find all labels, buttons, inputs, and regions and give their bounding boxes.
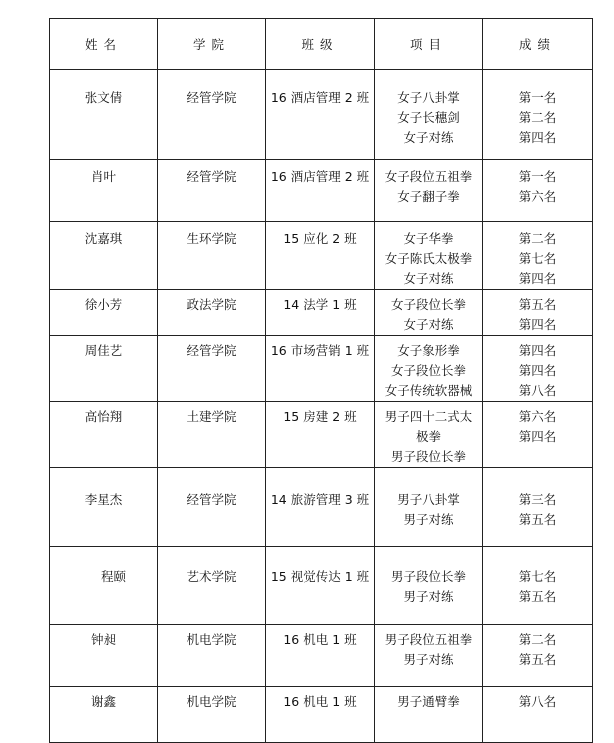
result-cell bbox=[483, 222, 593, 290]
class-cell bbox=[266, 468, 375, 547]
event-text: 女子对练 bbox=[403, 317, 454, 332]
table-row bbox=[50, 290, 593, 336]
college-text: 土建学院 bbox=[186, 409, 237, 424]
name-text: 肖叶 bbox=[90, 169, 116, 184]
college-cell bbox=[158, 402, 266, 468]
result-text: 第三名 bbox=[518, 492, 557, 507]
event-cell bbox=[375, 468, 483, 547]
event-text: 男子对练 bbox=[403, 512, 454, 527]
name-cell bbox=[50, 336, 158, 402]
table-row bbox=[50, 222, 593, 290]
result-text: 第四名 bbox=[518, 130, 557, 145]
result-cell bbox=[483, 687, 593, 743]
event-text: 女子段位长拳 bbox=[390, 297, 466, 312]
result-cell bbox=[483, 160, 593, 222]
college-text: 艺术学院 bbox=[186, 569, 237, 584]
event-text: 男子段位长拳 bbox=[390, 569, 466, 584]
event-cell bbox=[375, 222, 483, 290]
college-cell bbox=[158, 70, 266, 160]
name-cell bbox=[50, 402, 158, 468]
event-cell bbox=[375, 336, 483, 402]
event-cell bbox=[375, 290, 483, 336]
college-text: 经管学院 bbox=[186, 343, 237, 358]
name-text: 程颐 bbox=[100, 569, 126, 584]
name-text: 沈嘉琪 bbox=[84, 231, 123, 246]
event-text: 男子通臂拳 bbox=[397, 694, 460, 709]
college-text: 经管学院 bbox=[186, 492, 237, 507]
name-cell bbox=[50, 687, 158, 743]
table-row bbox=[50, 160, 593, 222]
name-text: 谢鑫 bbox=[90, 694, 116, 709]
college-cell bbox=[158, 222, 266, 290]
class-text: 16 酒店管理 2 班 bbox=[270, 90, 370, 105]
name-text: 高怡翔 bbox=[84, 409, 123, 424]
college-cell bbox=[158, 336, 266, 402]
event-text: 女子象形拳 bbox=[397, 343, 460, 358]
class-cell bbox=[266, 625, 375, 687]
class-cell bbox=[266, 547, 375, 625]
header-event: 项目 bbox=[375, 19, 483, 70]
result-text: 第五名 bbox=[518, 589, 557, 604]
college-cell bbox=[158, 468, 266, 547]
result-text: 第七名 bbox=[518, 569, 557, 584]
college-cell bbox=[158, 687, 266, 743]
college-text: 经管学院 bbox=[186, 90, 237, 105]
class-text: 16 机电 1 班 bbox=[283, 632, 357, 647]
event-text: 男子对练 bbox=[403, 589, 454, 604]
college-text: 生环学院 bbox=[186, 231, 237, 246]
header-row bbox=[50, 19, 593, 70]
event-cell bbox=[375, 625, 483, 687]
table-row bbox=[50, 625, 593, 687]
college-cell bbox=[158, 160, 266, 222]
name-cell bbox=[50, 625, 158, 687]
result-cell bbox=[483, 70, 593, 160]
result-text: 第六名 bbox=[518, 409, 557, 424]
result-text: 第七名 bbox=[518, 251, 557, 266]
table-row bbox=[50, 468, 593, 547]
result-cell bbox=[483, 402, 593, 468]
result-cell bbox=[483, 336, 593, 402]
name-cell bbox=[50, 160, 158, 222]
class-cell bbox=[266, 402, 375, 468]
event-text: 女子翻子拳 bbox=[397, 189, 460, 204]
result-text: 第二名 bbox=[518, 110, 557, 125]
event-cell bbox=[375, 547, 483, 625]
name-text: 张文倩 bbox=[84, 90, 123, 105]
result-text: 第五名 bbox=[518, 512, 557, 527]
event-text: 男子四十二式太 bbox=[384, 409, 473, 424]
header-name: 姓名 bbox=[50, 19, 158, 70]
class-text: 16 酒店管理 2 班 bbox=[270, 169, 370, 184]
event-text: 男子段位五祖拳 bbox=[384, 632, 473, 647]
header-college: 学院 bbox=[158, 19, 266, 70]
class-text: 16 市场营销 1 班 bbox=[270, 343, 370, 358]
name-text: 李星杰 bbox=[84, 492, 123, 507]
class-cell bbox=[266, 70, 375, 160]
result-text: 第五名 bbox=[518, 652, 557, 667]
class-cell bbox=[266, 222, 375, 290]
result-cell bbox=[483, 290, 593, 336]
event-text: 女子传统软器械 bbox=[384, 383, 473, 398]
event-cell bbox=[375, 160, 483, 222]
name-cell bbox=[50, 70, 158, 160]
class-cell bbox=[266, 687, 375, 743]
name-cell bbox=[50, 222, 158, 290]
college-cell bbox=[158, 547, 266, 625]
name-text: 钟昶 bbox=[90, 632, 116, 647]
event-text: 女子陈氏太极拳 bbox=[384, 251, 473, 266]
table-row bbox=[50, 70, 593, 160]
result-text: 第二名 bbox=[518, 231, 557, 246]
college-cell bbox=[158, 290, 266, 336]
event-cell bbox=[375, 70, 483, 160]
event-text: 女子对练 bbox=[403, 130, 454, 145]
event-text: 男子八卦掌 bbox=[397, 492, 460, 507]
college-text: 机电学院 bbox=[186, 694, 237, 709]
result-text: 第五名 bbox=[518, 297, 557, 312]
college-text: 政法学院 bbox=[186, 297, 237, 312]
college-cell bbox=[158, 625, 266, 687]
event-cell bbox=[375, 687, 483, 743]
name-text: 徐小芳 bbox=[84, 297, 123, 312]
result-cell bbox=[483, 547, 593, 625]
name-text: 周佳艺 bbox=[84, 343, 123, 358]
result-text: 第二名 bbox=[518, 632, 557, 647]
table-row bbox=[50, 402, 593, 468]
class-text: 15 视觉传达 1 班 bbox=[270, 569, 370, 584]
result-cell bbox=[483, 625, 593, 687]
event-text: 女子八卦掌 bbox=[397, 90, 460, 105]
name-cell bbox=[50, 547, 158, 625]
class-text: 14 法学 1 班 bbox=[283, 297, 357, 312]
results-table bbox=[49, 18, 593, 743]
event-text: 极拳 bbox=[415, 429, 441, 444]
event-cell bbox=[375, 402, 483, 468]
class-text: 16 机电 1 班 bbox=[283, 694, 357, 709]
result-text: 第四名 bbox=[518, 343, 557, 358]
college-text: 经管学院 bbox=[186, 169, 237, 184]
result-text: 第四名 bbox=[518, 363, 557, 378]
class-cell bbox=[266, 336, 375, 402]
result-text: 第四名 bbox=[518, 317, 557, 332]
class-text: 15 房建 2 班 bbox=[283, 409, 357, 424]
event-text: 男子对练 bbox=[403, 652, 454, 667]
event-text: 女子长穗剑 bbox=[397, 110, 460, 125]
result-text: 第一名 bbox=[518, 90, 557, 105]
event-text: 女子华拳 bbox=[403, 231, 454, 246]
class-text: 15 应化 2 班 bbox=[283, 231, 357, 246]
result-text: 第四名 bbox=[518, 429, 557, 444]
class-text: 14 旅游管理 3 班 bbox=[270, 492, 370, 507]
header-class: 班级 bbox=[266, 19, 375, 70]
result-text: 第六名 bbox=[518, 189, 557, 204]
result-text: 第八名 bbox=[518, 383, 557, 398]
name-cell bbox=[50, 290, 158, 336]
table-row bbox=[50, 547, 593, 625]
table-row bbox=[50, 687, 593, 743]
class-cell bbox=[266, 290, 375, 336]
result-text: 第一名 bbox=[518, 169, 557, 184]
class-cell bbox=[266, 160, 375, 222]
event-text: 女子段位五祖拳 bbox=[384, 169, 473, 184]
header-result: 成绩 bbox=[483, 19, 593, 70]
table-row bbox=[50, 336, 593, 402]
name-cell bbox=[50, 468, 158, 547]
result-text: 第四名 bbox=[518, 271, 557, 286]
result-cell bbox=[483, 468, 593, 547]
event-text: 女子对练 bbox=[403, 271, 454, 286]
college-text: 机电学院 bbox=[186, 632, 237, 647]
result-text: 第八名 bbox=[518, 694, 557, 709]
event-text: 女子段位长拳 bbox=[390, 363, 466, 378]
event-text: 男子段位长拳 bbox=[390, 449, 466, 464]
